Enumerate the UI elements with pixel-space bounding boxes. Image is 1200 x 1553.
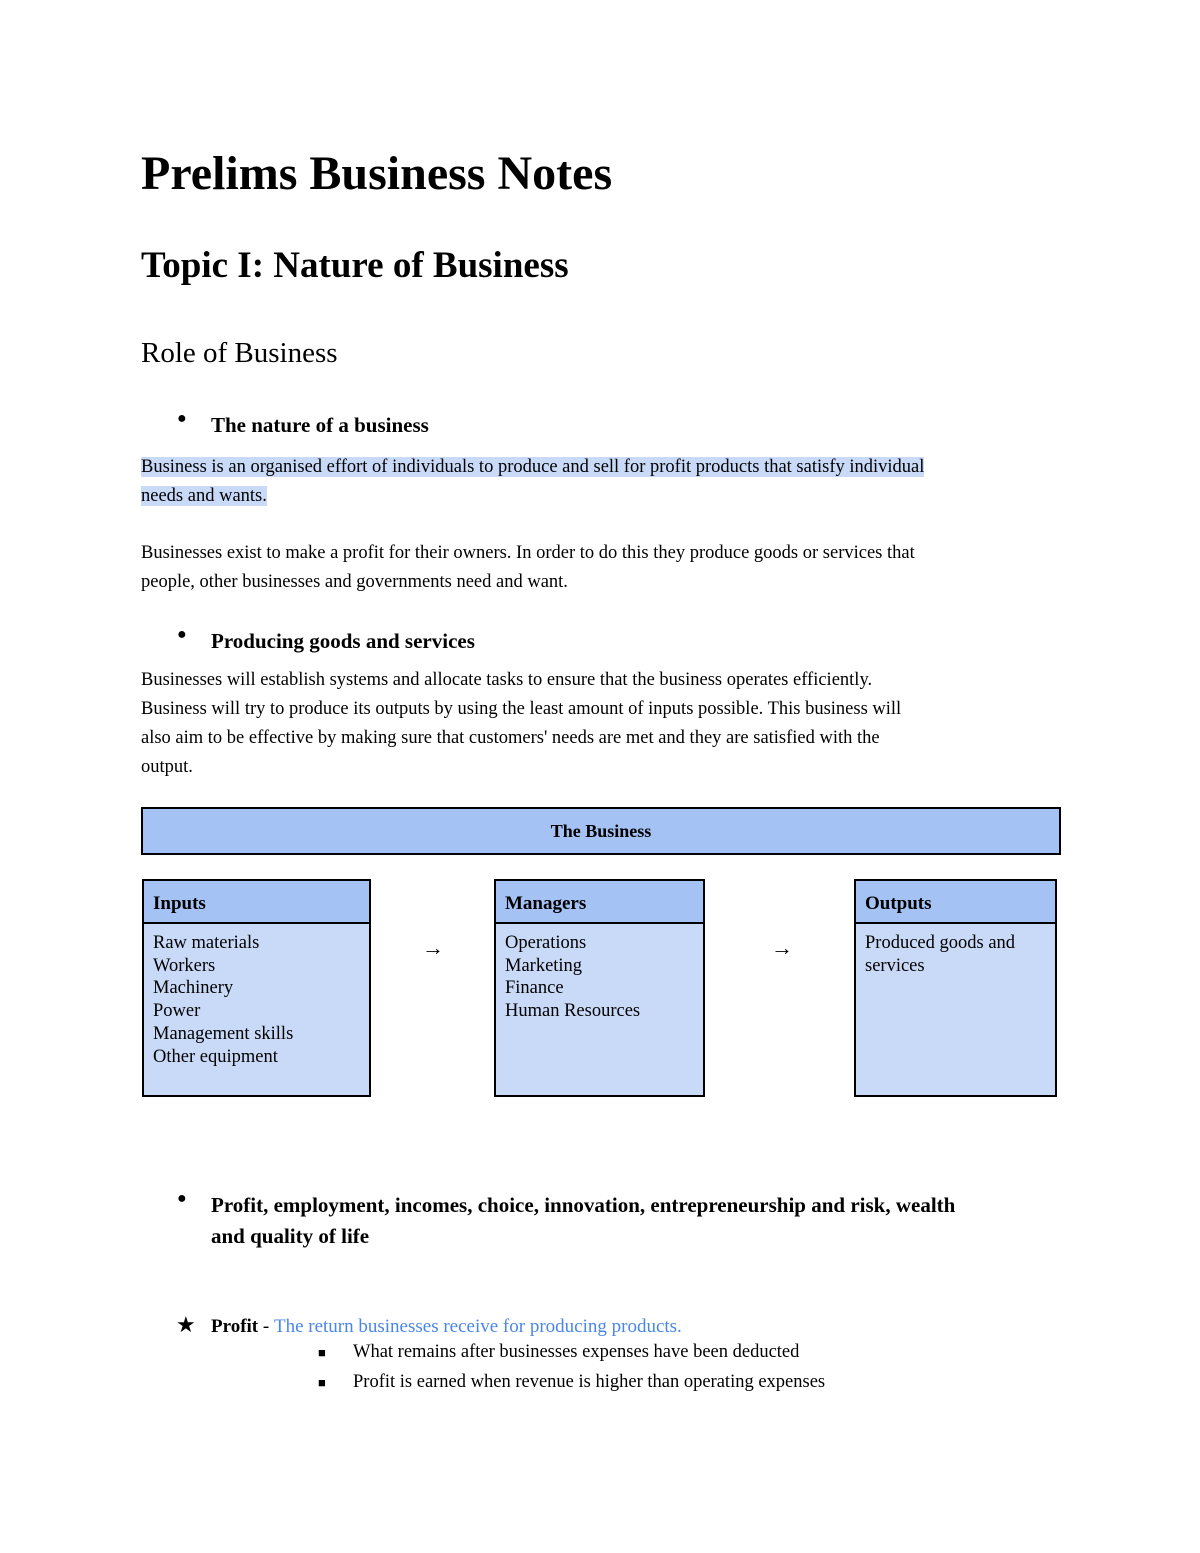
definition-paragraph bbox=[141, 453, 1061, 511]
bullet-dot-icon: ● bbox=[177, 1190, 187, 1207]
list-item: services bbox=[865, 955, 925, 976]
list-item: Management skills bbox=[153, 1023, 294, 1044]
bullet-nature bbox=[141, 410, 429, 441]
document-title: Prelims Business Notes bbox=[141, 147, 613, 200]
term-separator: - bbox=[258, 1316, 274, 1337]
text-line: Businesses exist to make a profit for their owners. In order to do this they produce goods or services that bbox=[141, 543, 915, 563]
managers-box bbox=[494, 879, 705, 1097]
list-item: Human Resources bbox=[505, 1001, 641, 1022]
highlighted-line: Business is an organised effort of individuals to produce and sell for profit products that satisfy individual bbox=[141, 457, 925, 477]
box-heading: Inputs bbox=[144, 881, 369, 924]
profit-definition bbox=[176, 1312, 682, 1338]
bullet-producing bbox=[141, 626, 475, 657]
right-arrow-icon: → bbox=[422, 935, 444, 960]
square-bullet-icon: ■ bbox=[318, 1345, 326, 1360]
text-line: people, other businesses and governments need and want. bbox=[141, 572, 568, 592]
text-line: Profit, employment, incomes, choice, innovation, entrepreneurship and risk, wealth bbox=[211, 1193, 956, 1217]
box-body bbox=[144, 924, 369, 1076]
box-heading: Managers bbox=[496, 881, 703, 924]
list-item: Workers bbox=[153, 955, 216, 976]
sub-bullet bbox=[318, 1342, 799, 1363]
right-arrow-icon: → bbox=[771, 935, 793, 960]
bullet-text bbox=[211, 1190, 955, 1252]
list-item: Finance bbox=[505, 978, 564, 999]
sub-bullet-text: Profit is earned when revenue is higher than operating expenses bbox=[353, 1372, 826, 1392]
text-line: and quality of life bbox=[211, 1224, 370, 1248]
systems-paragraph bbox=[141, 666, 1061, 782]
text-line: output. bbox=[141, 757, 193, 777]
outputs-box bbox=[854, 879, 1057, 1097]
section-heading: Role of Business bbox=[141, 337, 338, 369]
list-item: Produced goods and bbox=[865, 933, 1016, 953]
bullet-dot-icon: ● bbox=[177, 626, 187, 643]
list-item: Power bbox=[153, 1001, 201, 1022]
list-item: Operations bbox=[505, 933, 587, 953]
bullet-text: Producing goods and services bbox=[211, 629, 475, 653]
profit-definition-text: The return businesses receive for producing products. bbox=[273, 1316, 682, 1337]
text-line: Businesses will establish systems and allocate tasks to ensure that the business operates efficiently. bbox=[141, 670, 873, 690]
text-line: also aim to be effective by making sure that customers' needs are met and they are satisfied with the bbox=[141, 728, 880, 748]
list-item: Other equipment bbox=[153, 1046, 278, 1067]
bullet-text: The nature of a business bbox=[211, 413, 429, 437]
text-line: Business will try to produce its outputs by using the least amount of inputs possible. This business will bbox=[141, 699, 902, 719]
inputs-box bbox=[142, 879, 371, 1097]
box-heading: Outputs bbox=[856, 881, 1055, 924]
sub-bullet bbox=[318, 1372, 825, 1393]
box-body bbox=[496, 924, 703, 1031]
star-icon: ★ bbox=[176, 1312, 196, 1337]
bullet-dot-icon: ● bbox=[177, 410, 187, 427]
square-bullet-icon: ■ bbox=[318, 1375, 326, 1390]
box-body bbox=[856, 924, 1055, 985]
list-item: Marketing bbox=[505, 955, 583, 976]
diagram-banner: The Business bbox=[141, 807, 1061, 855]
sub-bullet-text: What remains after businesses expenses have been deducted bbox=[353, 1342, 800, 1362]
topic-heading: Topic I: Nature of Business bbox=[141, 245, 569, 286]
purpose-paragraph bbox=[141, 539, 1061, 597]
profit-term: Profit bbox=[211, 1316, 259, 1337]
bullet-profit-list bbox=[141, 1190, 955, 1252]
list-item: Machinery bbox=[153, 978, 234, 999]
list-item: Raw materials bbox=[153, 933, 260, 953]
highlighted-line: needs and wants. bbox=[141, 486, 267, 506]
